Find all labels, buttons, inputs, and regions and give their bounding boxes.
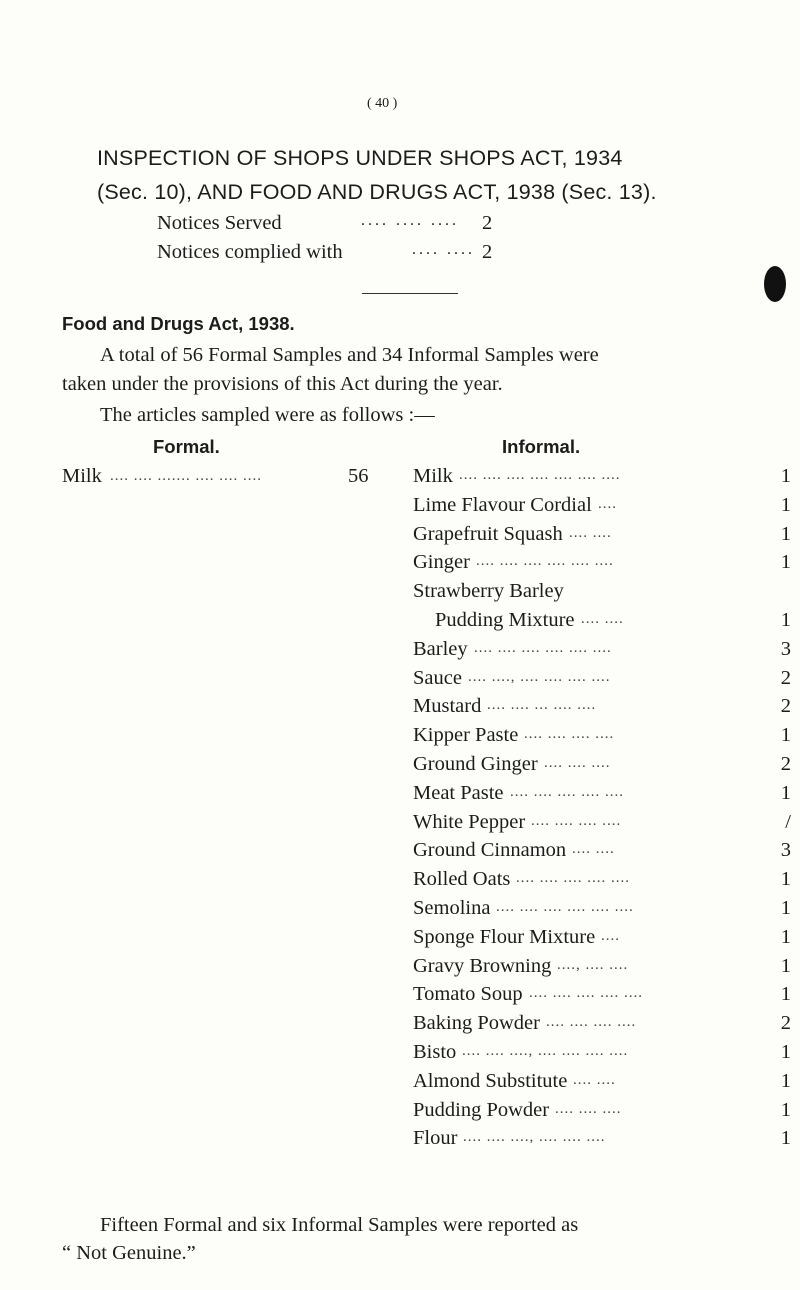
informal-item-value: 1 bbox=[780, 1041, 791, 1063]
informal-item-label: Rolled Oats bbox=[413, 868, 511, 891]
informal-item-dots: .... .... bbox=[573, 1071, 616, 1086]
informal-item-value: 1 bbox=[780, 1069, 791, 1092]
informal-item-dots: .... .... bbox=[581, 610, 624, 625]
informal-item-dots: .... .... .... .... .... .... .... bbox=[459, 467, 621, 481]
informal-item-dots: .... .... .... .... .... .... bbox=[496, 899, 634, 913]
informal-item-dots: ...., .... .... bbox=[557, 956, 629, 971]
informal-item-dots: .... .... .... .... bbox=[546, 1014, 637, 1029]
informal-item-dots: .... .... .... .... .... bbox=[510, 783, 624, 798]
informal-item-value: 1 bbox=[780, 608, 791, 631]
informal-item-value: 1 bbox=[780, 925, 791, 948]
notice-served-label: Notices Served bbox=[157, 212, 282, 234]
informal-item-label: Kipper Paste bbox=[413, 724, 519, 747]
informal-item-value: 1 bbox=[780, 551, 791, 574]
informal-item-value: 2 bbox=[780, 695, 791, 718]
informal-item-dots: .... .... .... .... bbox=[524, 726, 615, 741]
notice-complied-label: Notices complied with bbox=[157, 241, 343, 263]
informal-item-label: Semolina bbox=[413, 897, 491, 919]
informal-item-value: 1 bbox=[780, 493, 791, 516]
informal-item-dots: .... .... .... .... .... .... bbox=[474, 639, 612, 654]
informal-item-value: 1 bbox=[780, 1098, 791, 1121]
notice-served-dots: .... .... .... bbox=[361, 212, 459, 229]
informal-item-dots: .... .... .... .... .... bbox=[529, 985, 643, 1000]
formal-item-label: Milk bbox=[62, 465, 102, 487]
informal-item-label: Ginger bbox=[413, 551, 470, 574]
informal-item-value: 1 bbox=[780, 954, 791, 977]
informal-item-label: Baking Powder bbox=[413, 1012, 540, 1035]
informal-item-label: Bisto bbox=[413, 1041, 457, 1063]
informal-item-value: 3 bbox=[780, 637, 791, 660]
informal-item-value: 2 bbox=[780, 666, 791, 689]
informal-item-value: 1 bbox=[780, 465, 791, 487]
informal-item-dots: .... .... .... .... bbox=[531, 812, 622, 827]
formal-header: Formal. bbox=[153, 436, 220, 457]
informal-item-dots: .... .... .... .... .... bbox=[516, 870, 630, 885]
intro-line-3: The articles sampled were as follows :— bbox=[100, 404, 435, 426]
informal-item-label-line2: Pudding Mixture bbox=[435, 608, 575, 631]
informal-item-value: 1 bbox=[780, 724, 791, 747]
informal-item-dots: .... .... ... .... .... bbox=[487, 697, 597, 712]
informal-item-label: Milk bbox=[413, 465, 453, 487]
heading-line-2: (Sec. 10), AND FOOD AND DRUGS ACT, 1938 (Sec. 13). bbox=[97, 180, 657, 204]
informal-item-label: Ground Ginger bbox=[413, 753, 538, 775]
informal-item-label: Flour bbox=[413, 1127, 458, 1150]
section-title: Food and Drugs Act, 1938. bbox=[62, 313, 295, 334]
page-number: ( 40 ) bbox=[367, 96, 398, 111]
informal-item-value: 1 bbox=[780, 868, 791, 891]
informal-item-dots: .... .... ...., .... .... .... .... bbox=[462, 1043, 629, 1057]
informal-item-value: / bbox=[785, 810, 791, 833]
intro-line-2: taken under the provisions of this Act during the year. bbox=[62, 373, 503, 395]
informal-item-value: 1 bbox=[780, 897, 791, 919]
informal-item-label: Tomato Soup bbox=[413, 983, 523, 1006]
informal-item-label: Gravy Browning bbox=[413, 954, 552, 977]
informal-item-label: Pudding Powder bbox=[413, 1098, 550, 1121]
heading-line-1: INSPECTION OF SHOPS UNDER SHOPS ACT, 1934 bbox=[97, 146, 623, 170]
formal-item-value: 56 bbox=[348, 465, 369, 487]
informal-item-dots: .... .... ...., .... .... .... bbox=[463, 1129, 606, 1144]
divider-rule bbox=[362, 293, 458, 294]
informal-item-label: Mustard bbox=[413, 695, 482, 718]
informal-item-label: Lime Flavour Cordial bbox=[413, 493, 592, 516]
informal-item-dots: .... .... .... bbox=[555, 1100, 622, 1115]
informal-item-value: 1 bbox=[780, 983, 791, 1006]
informal-item-label: Almond Substitute bbox=[413, 1069, 568, 1092]
informal-item-label: Grapefruit Squash bbox=[413, 522, 563, 545]
ink-blot bbox=[764, 266, 786, 302]
notice-complied-value: 2 bbox=[482, 241, 493, 263]
informal-item-value: 2 bbox=[780, 1012, 791, 1035]
informal-item-label: Strawberry Barley bbox=[413, 580, 564, 603]
informal-item-dots: .... bbox=[601, 927, 620, 942]
informal-item-dots: .... .... .... .... .... .... bbox=[476, 553, 614, 568]
informal-item-label: White Pepper bbox=[413, 810, 526, 833]
informal-item-label: Sponge Flour Mixture bbox=[413, 925, 596, 948]
informal-item-value: 2 bbox=[780, 753, 791, 775]
intro-line-1: A total of 56 Formal Samples and 34 Informal Samples were bbox=[100, 344, 599, 366]
informal-item-dots: .... ...., .... .... .... .... bbox=[468, 668, 611, 683]
notice-served-value: 2 bbox=[482, 212, 493, 234]
informal-item-dots: .... .... .... bbox=[544, 755, 611, 769]
informal-header: Informal. bbox=[502, 436, 581, 457]
closing-line-2: “ Not Genuine.” bbox=[62, 1242, 196, 1264]
notice-complied-dots: .... .... bbox=[412, 241, 475, 258]
informal-item-dots: .... .... bbox=[572, 841, 615, 856]
informal-item-label: Sauce bbox=[413, 666, 462, 689]
closing-line-1: Fifteen Formal and six Informal Samples were reported as bbox=[100, 1214, 579, 1236]
informal-item-dots: .... .... bbox=[569, 524, 612, 539]
informal-item-value: 1 bbox=[780, 1127, 791, 1150]
informal-item-value: 1 bbox=[780, 781, 791, 804]
informal-item-value: 3 bbox=[780, 839, 791, 862]
informal-item-label: Meat Paste bbox=[413, 781, 504, 804]
formal-item-dots: .... .... ....... .... .... .... bbox=[110, 468, 262, 484]
informal-item-dots: .... bbox=[598, 495, 617, 510]
informal-item-label: Ground Cinnamon bbox=[413, 839, 567, 862]
informal-item-value: 1 bbox=[780, 522, 791, 545]
informal-item-label: Barley bbox=[413, 637, 468, 660]
